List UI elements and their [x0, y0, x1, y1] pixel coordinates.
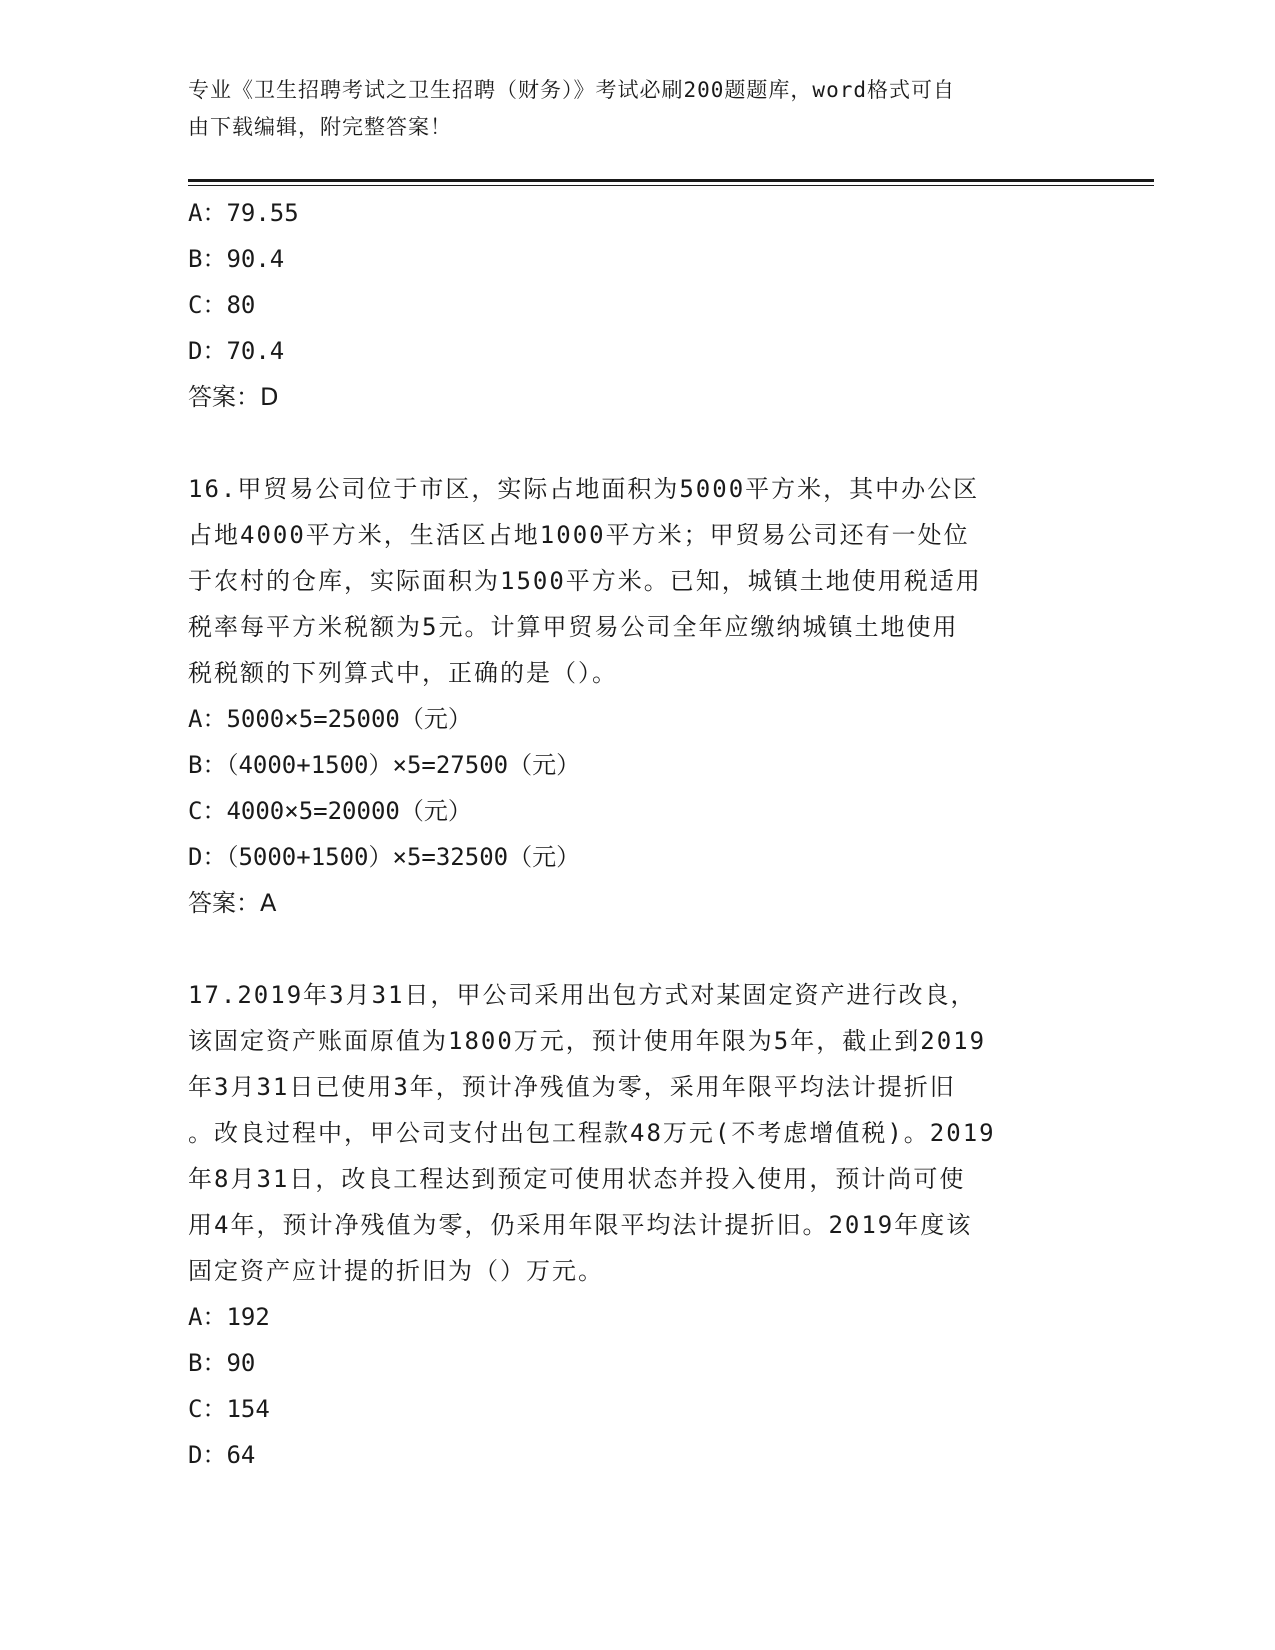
option-a — [188, 696, 1088, 742]
question-17-options — [188, 1294, 1088, 1478]
question-16-answer: 答案：A — [188, 889, 277, 917]
question-15-answer: 答案：D — [188, 383, 279, 411]
spacer — [188, 926, 1088, 972]
stem-line: 年8月31日，改良工程达到预定可使用状态并投入使用，预计尚可使 — [188, 1165, 966, 1193]
stem-line: 税税额的下列算式中，正确的是（）。 — [188, 659, 618, 687]
option-value: 90.4 — [226, 245, 285, 273]
question-16-options — [188, 696, 1088, 880]
option-b — [188, 1340, 1088, 1386]
option-c — [188, 788, 1088, 834]
header-divider-thin — [188, 185, 1154, 186]
option-value: 80 — [226, 291, 256, 319]
stem-line: 年3月31日已使用3年，预计净残值为零，采用年限平均法计提折旧 — [188, 1073, 956, 1101]
stem-line: 该固定资产账面原值为1800万元，预计使用年限为5年，截止到2019 — [188, 1027, 987, 1055]
option-a — [188, 190, 1088, 236]
option-value: 64 — [226, 1441, 256, 1469]
option-d — [188, 1432, 1088, 1478]
option-c — [188, 1386, 1088, 1432]
option-key: A： — [188, 1303, 227, 1331]
option-c — [188, 282, 1088, 328]
option-key: C： — [188, 797, 227, 825]
stem-line: 占地4000平方米，生活区占地1000平方米；甲贸易公司还有一处位 — [188, 521, 970, 549]
header-line-1: 专业《卫生招聘考试之卫生招聘（财务）》考试必刷200题题库，word格式可自 — [188, 78, 955, 102]
option-key: D： — [188, 843, 227, 871]
option-key: A： — [188, 705, 227, 733]
option-value: 154 — [226, 1395, 270, 1423]
option-key: D： — [188, 337, 227, 365]
document-header — [188, 72, 1068, 146]
option-key: C： — [188, 291, 227, 319]
option-d — [188, 834, 1088, 880]
option-b — [188, 742, 1088, 788]
stem-line: 税率每平方米税额为5元。计算甲贸易公司全年应缴纳城镇土地使用 — [188, 613, 959, 641]
question-16-stem — [188, 466, 1088, 696]
stem-line: 。改良过程中，甲公司支付出包工程款48万元(不考虑增值税)。2019 — [188, 1119, 996, 1147]
option-key: B： — [188, 1349, 227, 1377]
stem-line: 16.甲贸易公司位于市区，实际占地面积为5000平方米，其中办公区 — [188, 475, 980, 503]
stem-line: 固定资产应计提的折旧为（）万元。 — [188, 1257, 604, 1285]
question-17-stem — [188, 972, 1088, 1294]
option-key: D： — [188, 1441, 227, 1469]
option-d — [188, 328, 1088, 374]
header-divider-thick — [188, 179, 1154, 182]
option-key: B： — [188, 245, 227, 273]
option-value: 5000×5=25000（元） — [226, 705, 472, 733]
option-key: C： — [188, 1395, 227, 1423]
stem-line: 于农村的仓库，实际面积为1500平方米。已知，城镇土地使用税适用 — [188, 567, 982, 595]
question-15-options — [188, 190, 1088, 374]
stem-line: 17.2019年3月31日，甲公司采用出包方式对某固定资产进行改良， — [188, 981, 977, 1009]
option-value: 70.4 — [226, 337, 285, 365]
option-value: （4000+1500）×5=27500（元） — [226, 751, 581, 779]
question-content — [188, 190, 1088, 1478]
option-value: 4000×5=20000（元） — [226, 797, 472, 825]
option-value: （5000+1500）×5=32500（元） — [226, 843, 581, 871]
option-value: 192 — [226, 1303, 270, 1331]
stem-line: 用4年，预计净残值为零，仍采用年限平均法计提折旧。2019年度该 — [188, 1211, 973, 1239]
option-key: B： — [188, 751, 227, 779]
option-a — [188, 1294, 1088, 1340]
option-key: A： — [188, 199, 227, 227]
spacer — [188, 420, 1088, 466]
option-b — [188, 236, 1088, 282]
header-line-2: 由下载编辑，附完整答案！ — [188, 115, 452, 139]
option-value: 90 — [226, 1349, 256, 1377]
option-value: 79.55 — [226, 199, 299, 227]
